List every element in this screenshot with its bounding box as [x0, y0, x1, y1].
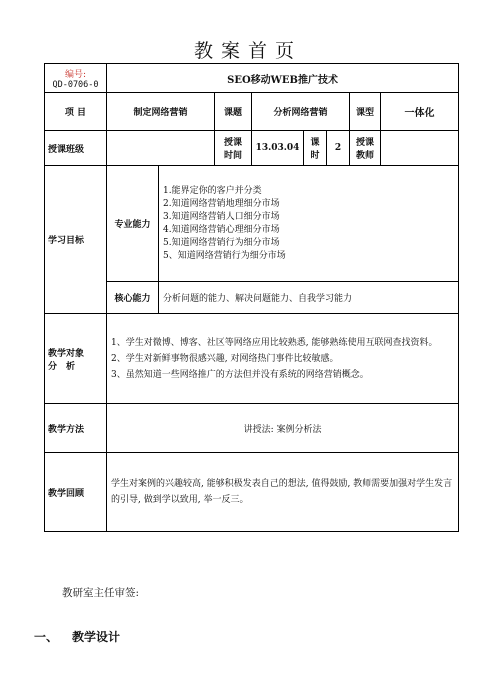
signature-label: 教研室主任审签:: [62, 587, 140, 599]
topic-label: 课题: [215, 93, 252, 131]
code-cell: [45, 64, 107, 93]
type-label: 课型: [350, 93, 381, 131]
type-value: 一体化: [381, 93, 459, 131]
audience-label-line1: 教学对象: [48, 348, 85, 359]
audience-label: [45, 314, 107, 404]
core-label: 核心能力: [107, 282, 159, 314]
goals-core-row: [45, 282, 459, 314]
teacher-label-line2: 教师: [355, 151, 374, 161]
teacher-value: [381, 131, 459, 166]
audience-row: [45, 314, 459, 404]
professional-item: 5、知道网络营销行为细分市场: [163, 250, 286, 261]
hours-label: [304, 131, 327, 166]
code-value: QD-0706-0: [52, 79, 99, 90]
time-label-line1: 授课: [223, 138, 242, 148]
class-label: 授课班级: [45, 131, 107, 166]
hours-label-line2: 时: [310, 151, 320, 161]
audience-item: 1、学生对微博、博客、社区等网络应用比较熟悉, 能够熟练使用互联网查找资料。: [111, 337, 438, 348]
goals-professional-row: [45, 166, 459, 282]
project-row: [45, 93, 459, 131]
project-value: 制定网络营销: [107, 93, 215, 131]
audience-item: 2、学生对新鲜事物很感兴趣, 对网络热门事件比较敏感。: [111, 353, 339, 364]
method-row: [45, 404, 459, 453]
professional-item: 4.知道网络营销心理细分市场: [163, 224, 280, 235]
review-label: 教学回顾: [45, 453, 107, 532]
page-title: 教案首页: [193, 40, 302, 62]
method-text: 讲授法: 案例分析法: [107, 404, 459, 453]
professional-item: 5.知道网络营销行为细分市场: [163, 237, 280, 248]
lesson-plan-table: [44, 63, 459, 532]
audience-label-line2: 分 析: [48, 361, 76, 372]
review-text: 学生对案例的兴趣较高, 能够积极发表自己的想法, 值得鼓励, 教师需要加强对学生发言的引导, 做到学以致用, 举一反三。: [107, 453, 459, 532]
project-label: 项 目: [45, 93, 107, 131]
core-text: 分析问题的能力、解决问题能力、自我学习能力: [159, 282, 459, 314]
class-value: [107, 131, 215, 166]
course-title: SEO移动WEB推广技术: [107, 64, 459, 93]
review-row: [45, 453, 459, 532]
audience-list: [107, 314, 459, 404]
hours-label-line1: 课: [310, 138, 320, 148]
code-label: 编号:: [64, 69, 87, 80]
hours-value: 2: [327, 131, 350, 166]
time-label-line2: 时间: [223, 151, 242, 161]
professional-item: 3.知道网络营销人口细分市场: [163, 211, 280, 222]
professional-label: 专业能力: [107, 166, 159, 282]
section-heading: [34, 628, 134, 645]
topic-value: 分析网络营销: [252, 93, 350, 131]
professional-item: 1.能界定你的客户并分类: [163, 185, 262, 196]
method-label: 教学方法: [45, 404, 107, 453]
header-row: [45, 64, 459, 93]
professional-item: 2.知道网络营销地理细分市场: [163, 198, 280, 209]
goals-label: 学习目标: [45, 166, 107, 314]
teacher-label: [350, 131, 381, 166]
audience-item: 3、虽然知道一些网络推广的方法但并没有系统的网络营销概念。: [111, 369, 369, 380]
professional-list: [159, 166, 459, 282]
section-number: 一、: [34, 630, 59, 644]
time-label: [215, 131, 252, 166]
class-row: [45, 131, 459, 166]
time-value: 13.03.04: [252, 131, 304, 166]
section-title: 教学设计: [72, 630, 121, 644]
teacher-label-line1: 授课: [355, 138, 374, 148]
